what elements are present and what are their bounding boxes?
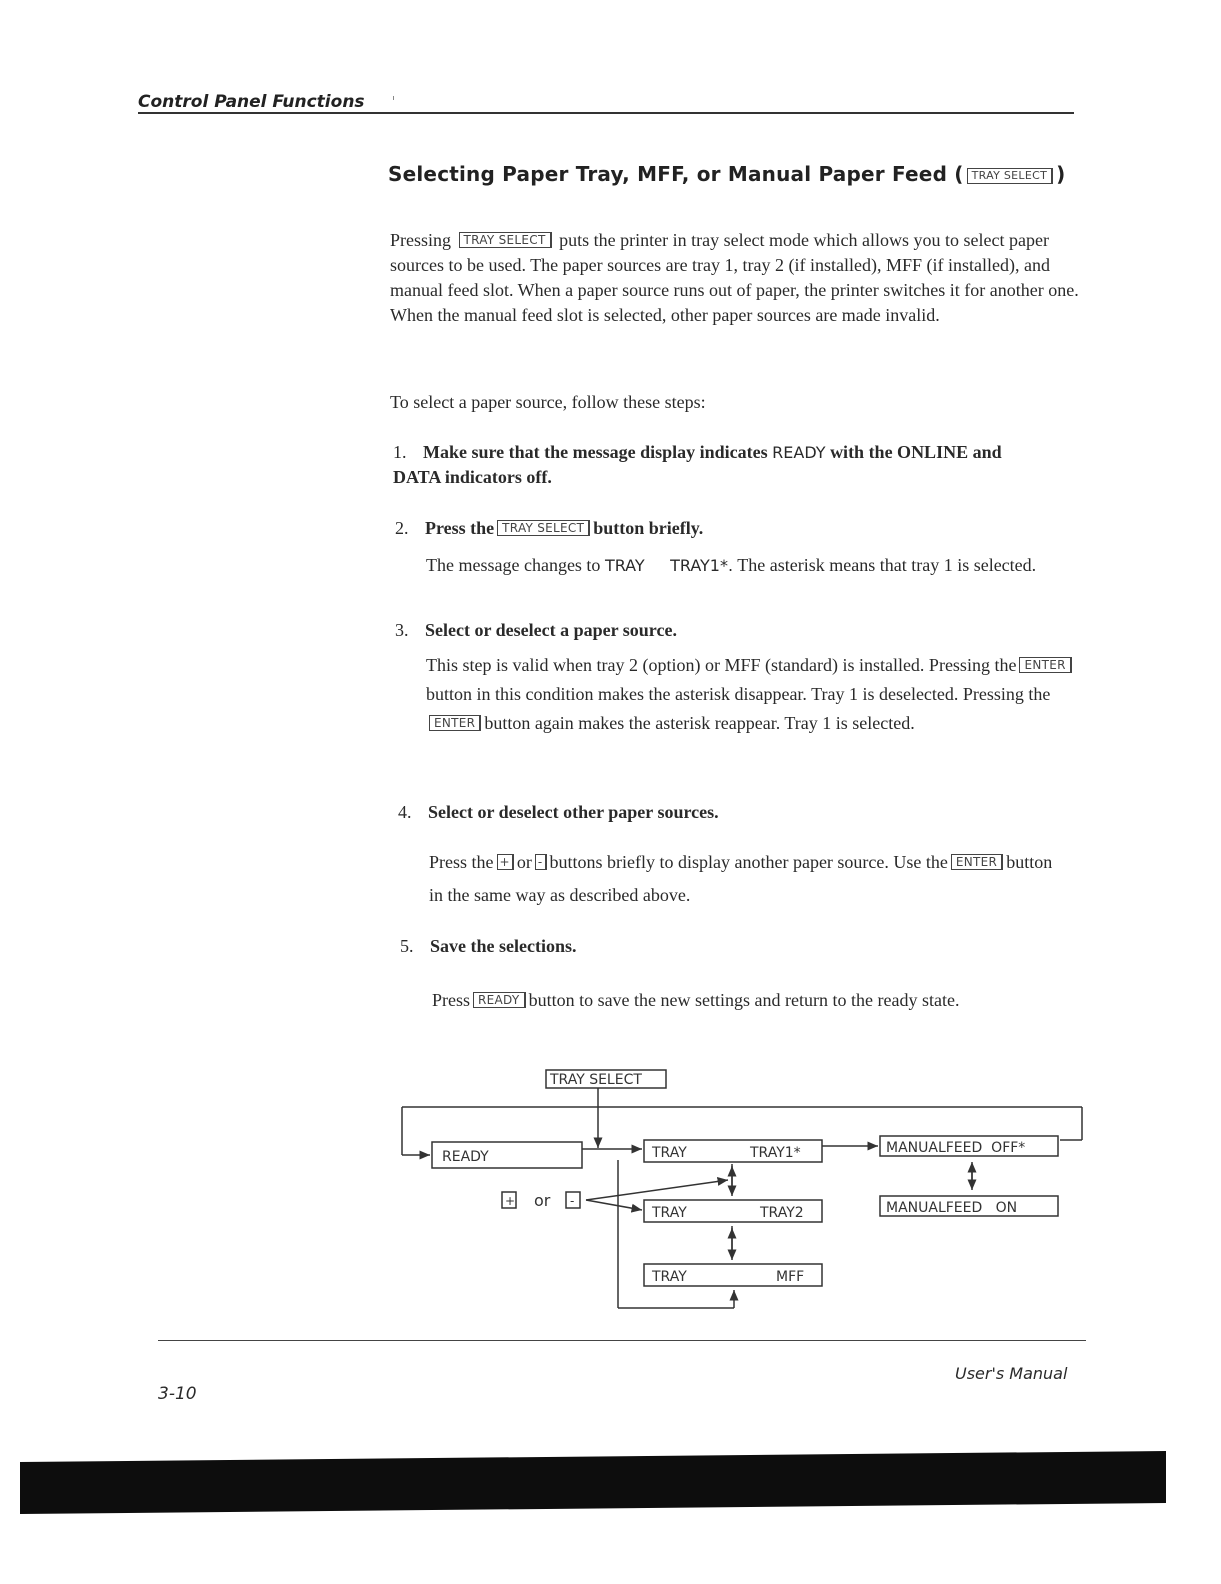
scan-edge-bar [20, 1451, 1166, 1514]
step-2-number: 2. [395, 518, 409, 538]
diagram-tray1-tray-label: TRAY [652, 1145, 687, 1161]
enter-key: ENTER [951, 854, 1003, 870]
title-close: ) [1056, 162, 1066, 186]
intro-paragraph [390, 228, 1080, 328]
step-2-title [395, 516, 1045, 541]
step-4-title [398, 800, 1048, 825]
diagram-tray-select-label: TRAY SELECT [550, 1072, 642, 1088]
step-5-body-a: Press [432, 990, 471, 1010]
page-title [388, 162, 1065, 186]
intro-before: Pressing [390, 230, 452, 250]
step-4-body-c: button in the same way as described above. [429, 852, 1053, 905]
diagram-manual-on-label: MANUALFEED ON [886, 1200, 1018, 1216]
minus-key: - [535, 854, 547, 870]
step-3-body-a: This step is valid when tray 2 (option) or MFF (standard) is installed. Pressing the [426, 655, 1017, 675]
enter-key: ENTER [1019, 657, 1071, 673]
diagram-minus-label: - [570, 1194, 575, 1208]
step-3-title-text: Select or deselect a paper source. [425, 620, 677, 640]
step-2-body-a: The message changes to [426, 555, 601, 575]
tray-select-flow-diagram [390, 1060, 1100, 1320]
step-2-body-b: The asterisk means that tray 1 is selected. [737, 555, 1037, 575]
header-rule [138, 112, 1074, 114]
step-1-title-a: Make sure that the message display indicates [423, 442, 768, 462]
title-text: Selecting Paper Tray, MFF, or Manual Paper Feed ( [388, 162, 964, 186]
step-5-body [432, 984, 1062, 1016]
tray-select-key: TRAY SELECT [497, 520, 590, 536]
step-1-title-b: with the ONLINE and DATA indicators off. [393, 442, 1002, 487]
step-3-body-c: button again makes the asterisk reappear. Tray 1 is selected. [484, 713, 915, 733]
step-2-title-a: Press the [425, 518, 495, 538]
step-3-body-b: button in this condition makes the asterisk disappear. Tray 1 is deselected. Pressing the [426, 684, 1051, 704]
step-4-or: or [516, 852, 532, 872]
step-3-number: 3. [395, 620, 409, 640]
enter-key: ENTER [429, 715, 481, 731]
footer-rule [158, 1340, 1086, 1341]
step-5-title [400, 934, 1050, 959]
intro-after: puts the printer in tray select mode which allows you to select paper sources to be used. The paper sources are tray 1, tray 2 (if installed), MFF (if installed), and manual feed slot. When a paper source runs out of paper, the printer switches it for another one. When the manual feed slot is selected, other paper sources are made invalid. [390, 230, 1079, 325]
diagram-ready-label: READY [442, 1149, 489, 1165]
diagram-tray1-value: TRAY1* [750, 1145, 801, 1161]
diagram-manual-off-label: MANUALFEED OFF* [886, 1140, 1026, 1156]
tray-select-key: TRAY SELECT [967, 168, 1054, 184]
step-5-title-text: Save the selections. [430, 936, 577, 956]
step-4-body [429, 846, 1069, 912]
section-header: Control Panel Functions [138, 92, 365, 112]
diagram-plus-label: + [505, 1194, 516, 1208]
diagram-or-label: or [534, 1191, 551, 1210]
footer-manual-title: User's Manual [955, 1364, 1068, 1383]
ready-key: READY [473, 992, 526, 1008]
header-tick [393, 96, 394, 100]
plus-key: + [497, 854, 514, 870]
step-1-number: 1. [393, 442, 407, 462]
step-3-title [395, 618, 1045, 643]
diagram-tray2-tray-label: TRAY [652, 1205, 687, 1221]
step-4-number: 4. [398, 802, 412, 822]
diagram-tray2-value: TRAY2 [760, 1205, 804, 1221]
step-5-body-b: button to save the new settings and return to the ready state. [528, 990, 960, 1010]
step-4-body-a: Press the [429, 852, 494, 872]
step-1-lcd-ready: READY [772, 443, 826, 462]
step-5-number: 5. [400, 936, 414, 956]
lead-text: To select a paper source, follow these steps: [390, 392, 706, 412]
step-1-title [393, 440, 1033, 490]
step-2-lcd-tray1: TRAY TRAY1*. [604, 556, 734, 575]
step-4-title-text: Select or deselect other paper sources. [428, 802, 719, 822]
step-2-body [426, 551, 1066, 580]
step-4-body-b: buttons briefly to display another paper source. Use the [549, 852, 948, 872]
diagram-mff-value: MFF [776, 1269, 805, 1285]
step-2-title-b: button briefly. [593, 518, 704, 538]
step-3-body [426, 651, 1086, 738]
diagram-mff-tray-label: TRAY [652, 1269, 687, 1285]
page-number: 3-10 [158, 1384, 197, 1404]
tray-select-key: TRAY SELECT [459, 232, 552, 248]
